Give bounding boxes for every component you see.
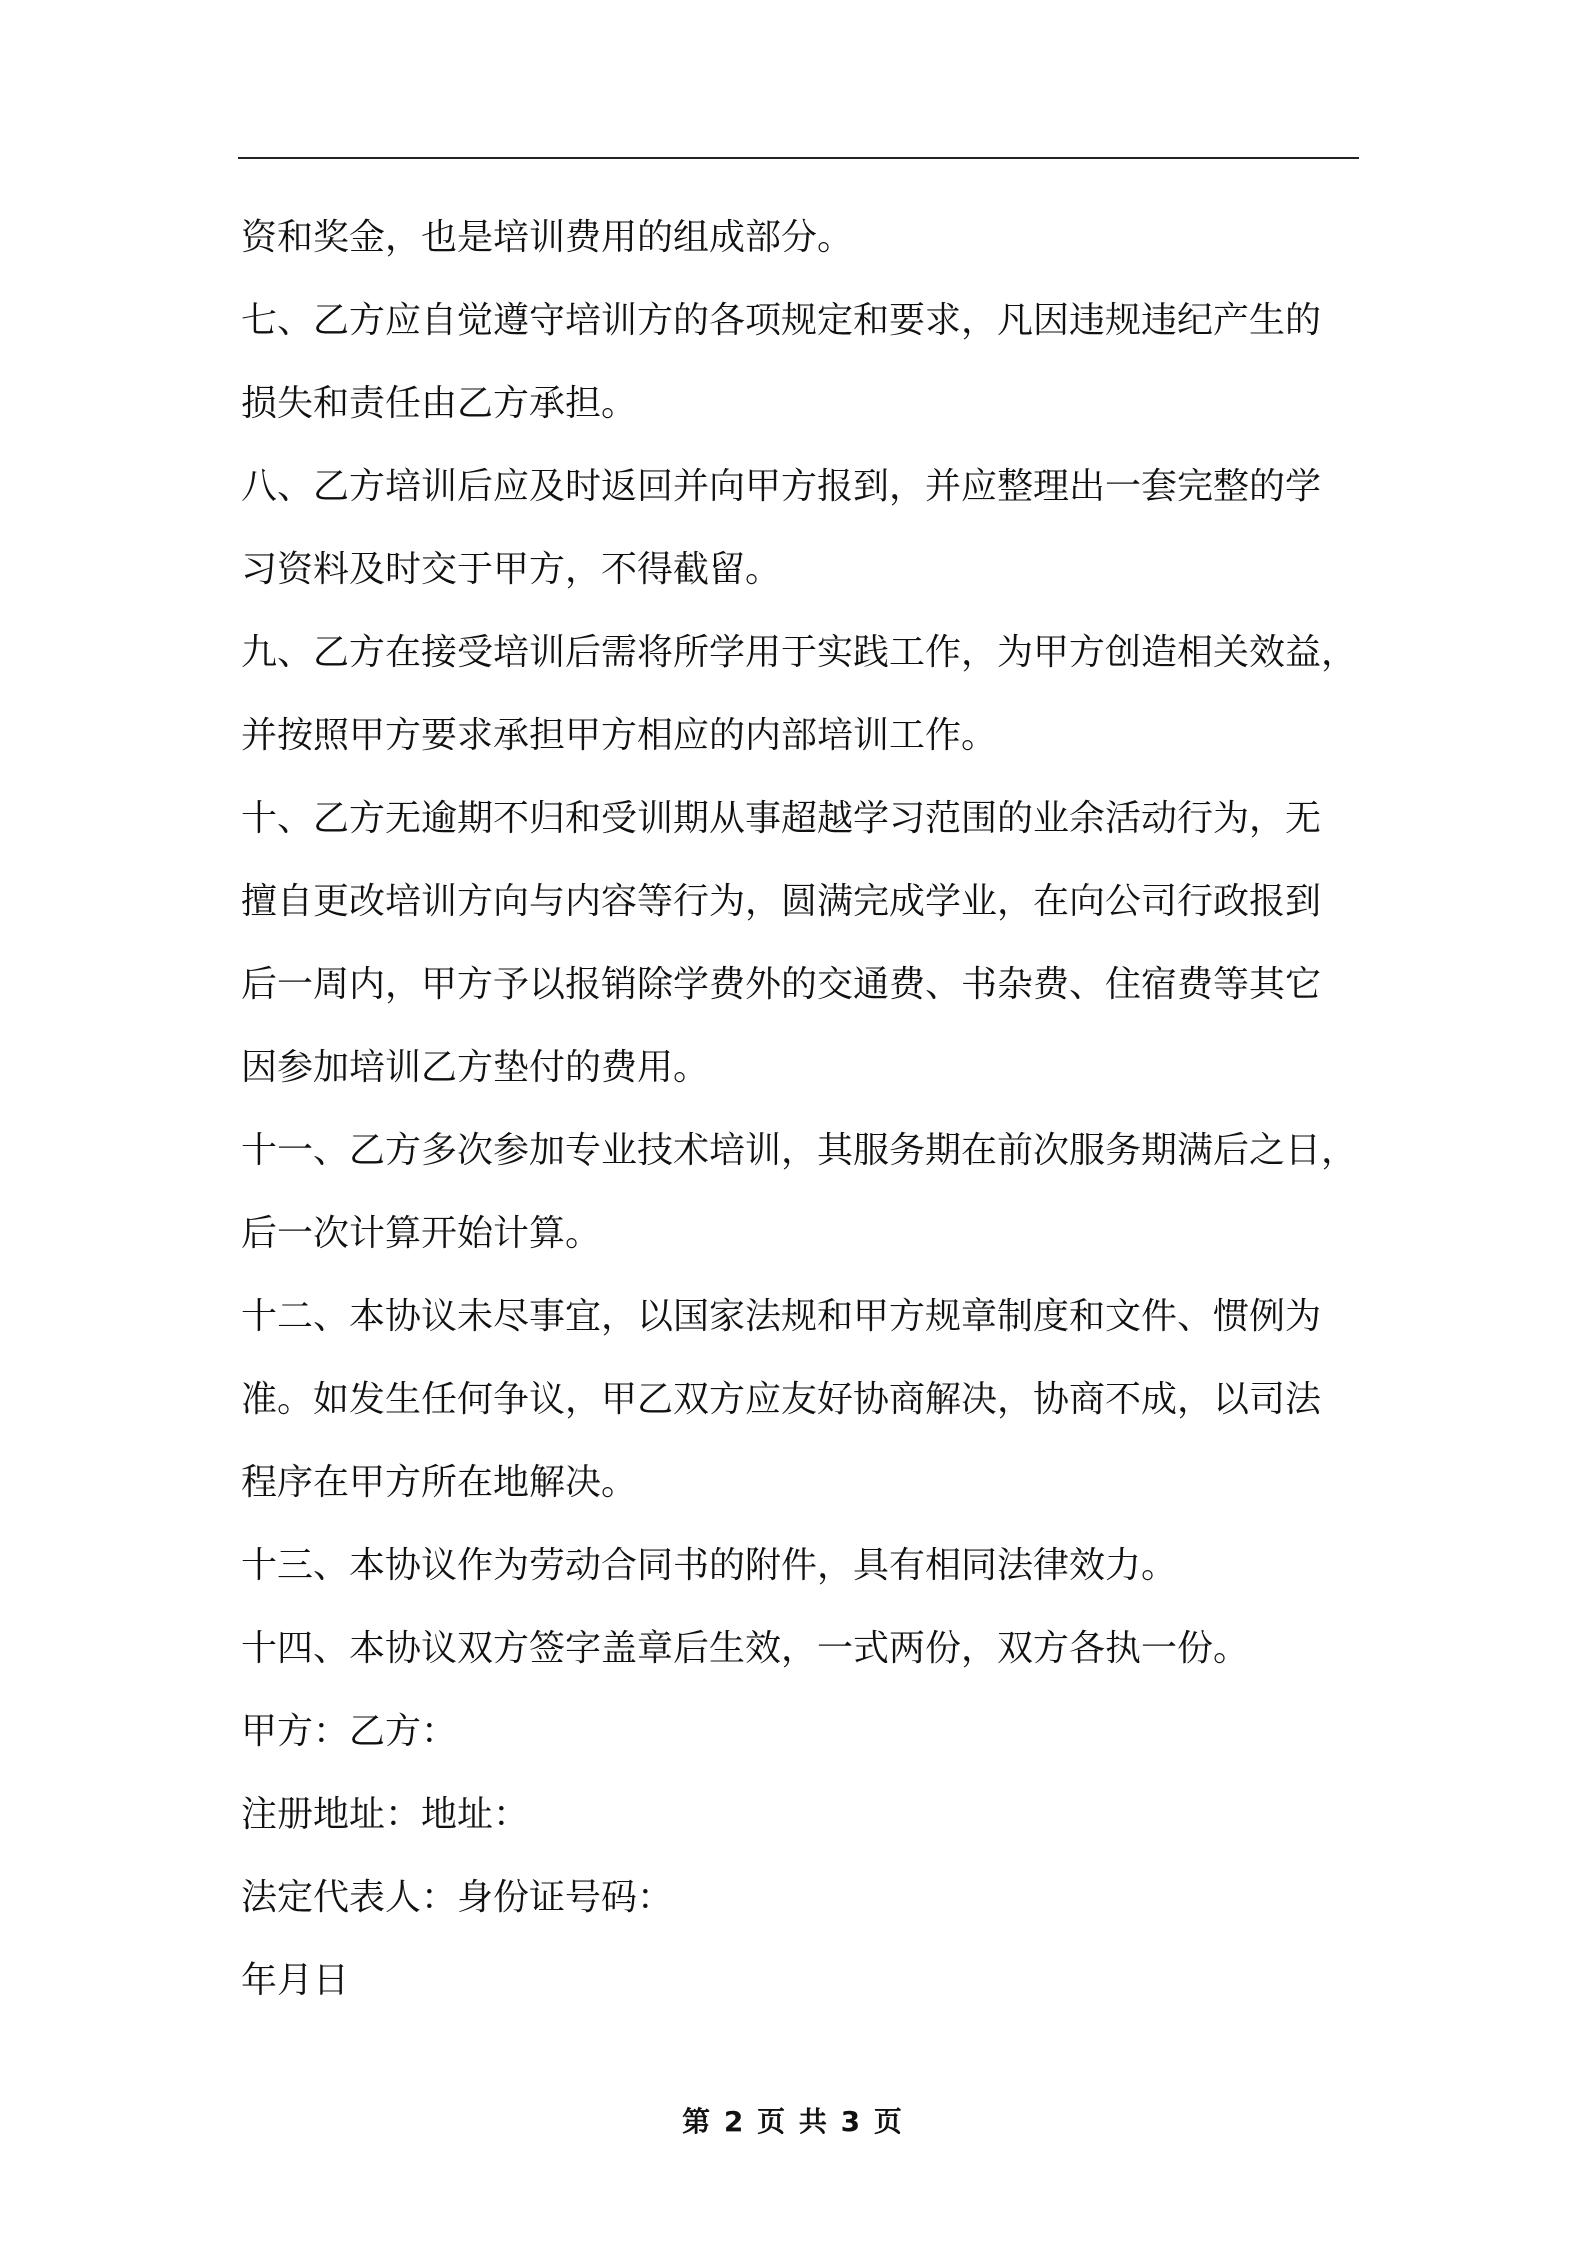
text-line: 资和奖金，也是培训费用的组成部分。 xyxy=(241,217,854,258)
text-line: 八、乙方培训后应及时返回并向甲方报到，并应整理出一套完整的学 xyxy=(241,466,1322,507)
header-divider xyxy=(238,157,1359,159)
text-line: 十二、本协议未尽事宜，以国家法规和甲方规章制度和文件、惯例为 xyxy=(241,1296,1322,1337)
signature-address-line: 注册地址：地址： xyxy=(241,1794,530,1835)
text-line: 七、乙方应自觉遵守培训方的各项规定和要求，凡因违规违纪产生的 xyxy=(241,300,1322,341)
text-line: 后一次计算开始计算。 xyxy=(241,1213,602,1254)
text-line: 十四、本协议双方签字盖章后生效，一式两份，双方各执一份。 xyxy=(241,1628,1250,1669)
text-line: 十、乙方无逾期不归和受训期从事超越学习范围的业余活动行为，无 xyxy=(241,798,1322,839)
text-line: 九、乙方在接受培训后需将所学用于实践工作，为甲方创造相关效益， xyxy=(241,632,1358,673)
text-line: 习资料及时交于甲方，不得截留。 xyxy=(241,549,782,590)
text-line: 准。如发生任何争议，甲乙双方应友好协商解决，协商不成，以司法 xyxy=(241,1379,1322,1420)
text-line: 因参加培训乙方垫付的费用。 xyxy=(241,1047,710,1088)
document-body xyxy=(241,196,1361,2022)
page-number: 第 2 页 共 3 页 xyxy=(682,2105,904,2138)
signature-party-line: 甲方：乙方： xyxy=(241,1711,458,1752)
text-line: 十三、本协议作为劳动合同书的附件，具有相同法律效力。 xyxy=(241,1545,1178,1586)
signature-date-line: 年月日 xyxy=(241,1960,350,2001)
text-line: 后一周内，甲方予以报销除学费外的交通费、书杂费、住宿费等其它 xyxy=(241,964,1322,1005)
text-line: 并按照甲方要求承担甲方相应的内部培训工作。 xyxy=(241,715,998,756)
text-line: 擅自更改培训方向与内容等行为，圆满完成学业，在向公司行政报到 xyxy=(241,881,1322,922)
text-line: 程序在甲方所在地解决。 xyxy=(241,1462,638,1503)
text-line: 损失和责任由乙方承担。 xyxy=(241,383,638,424)
signature-representative-line: 法定代表人：身份证号码： xyxy=(241,1877,674,1918)
text-line: 十一、乙方多次参加专业技术培训，其服务期在前次服务期满后之日， xyxy=(241,1130,1358,1171)
